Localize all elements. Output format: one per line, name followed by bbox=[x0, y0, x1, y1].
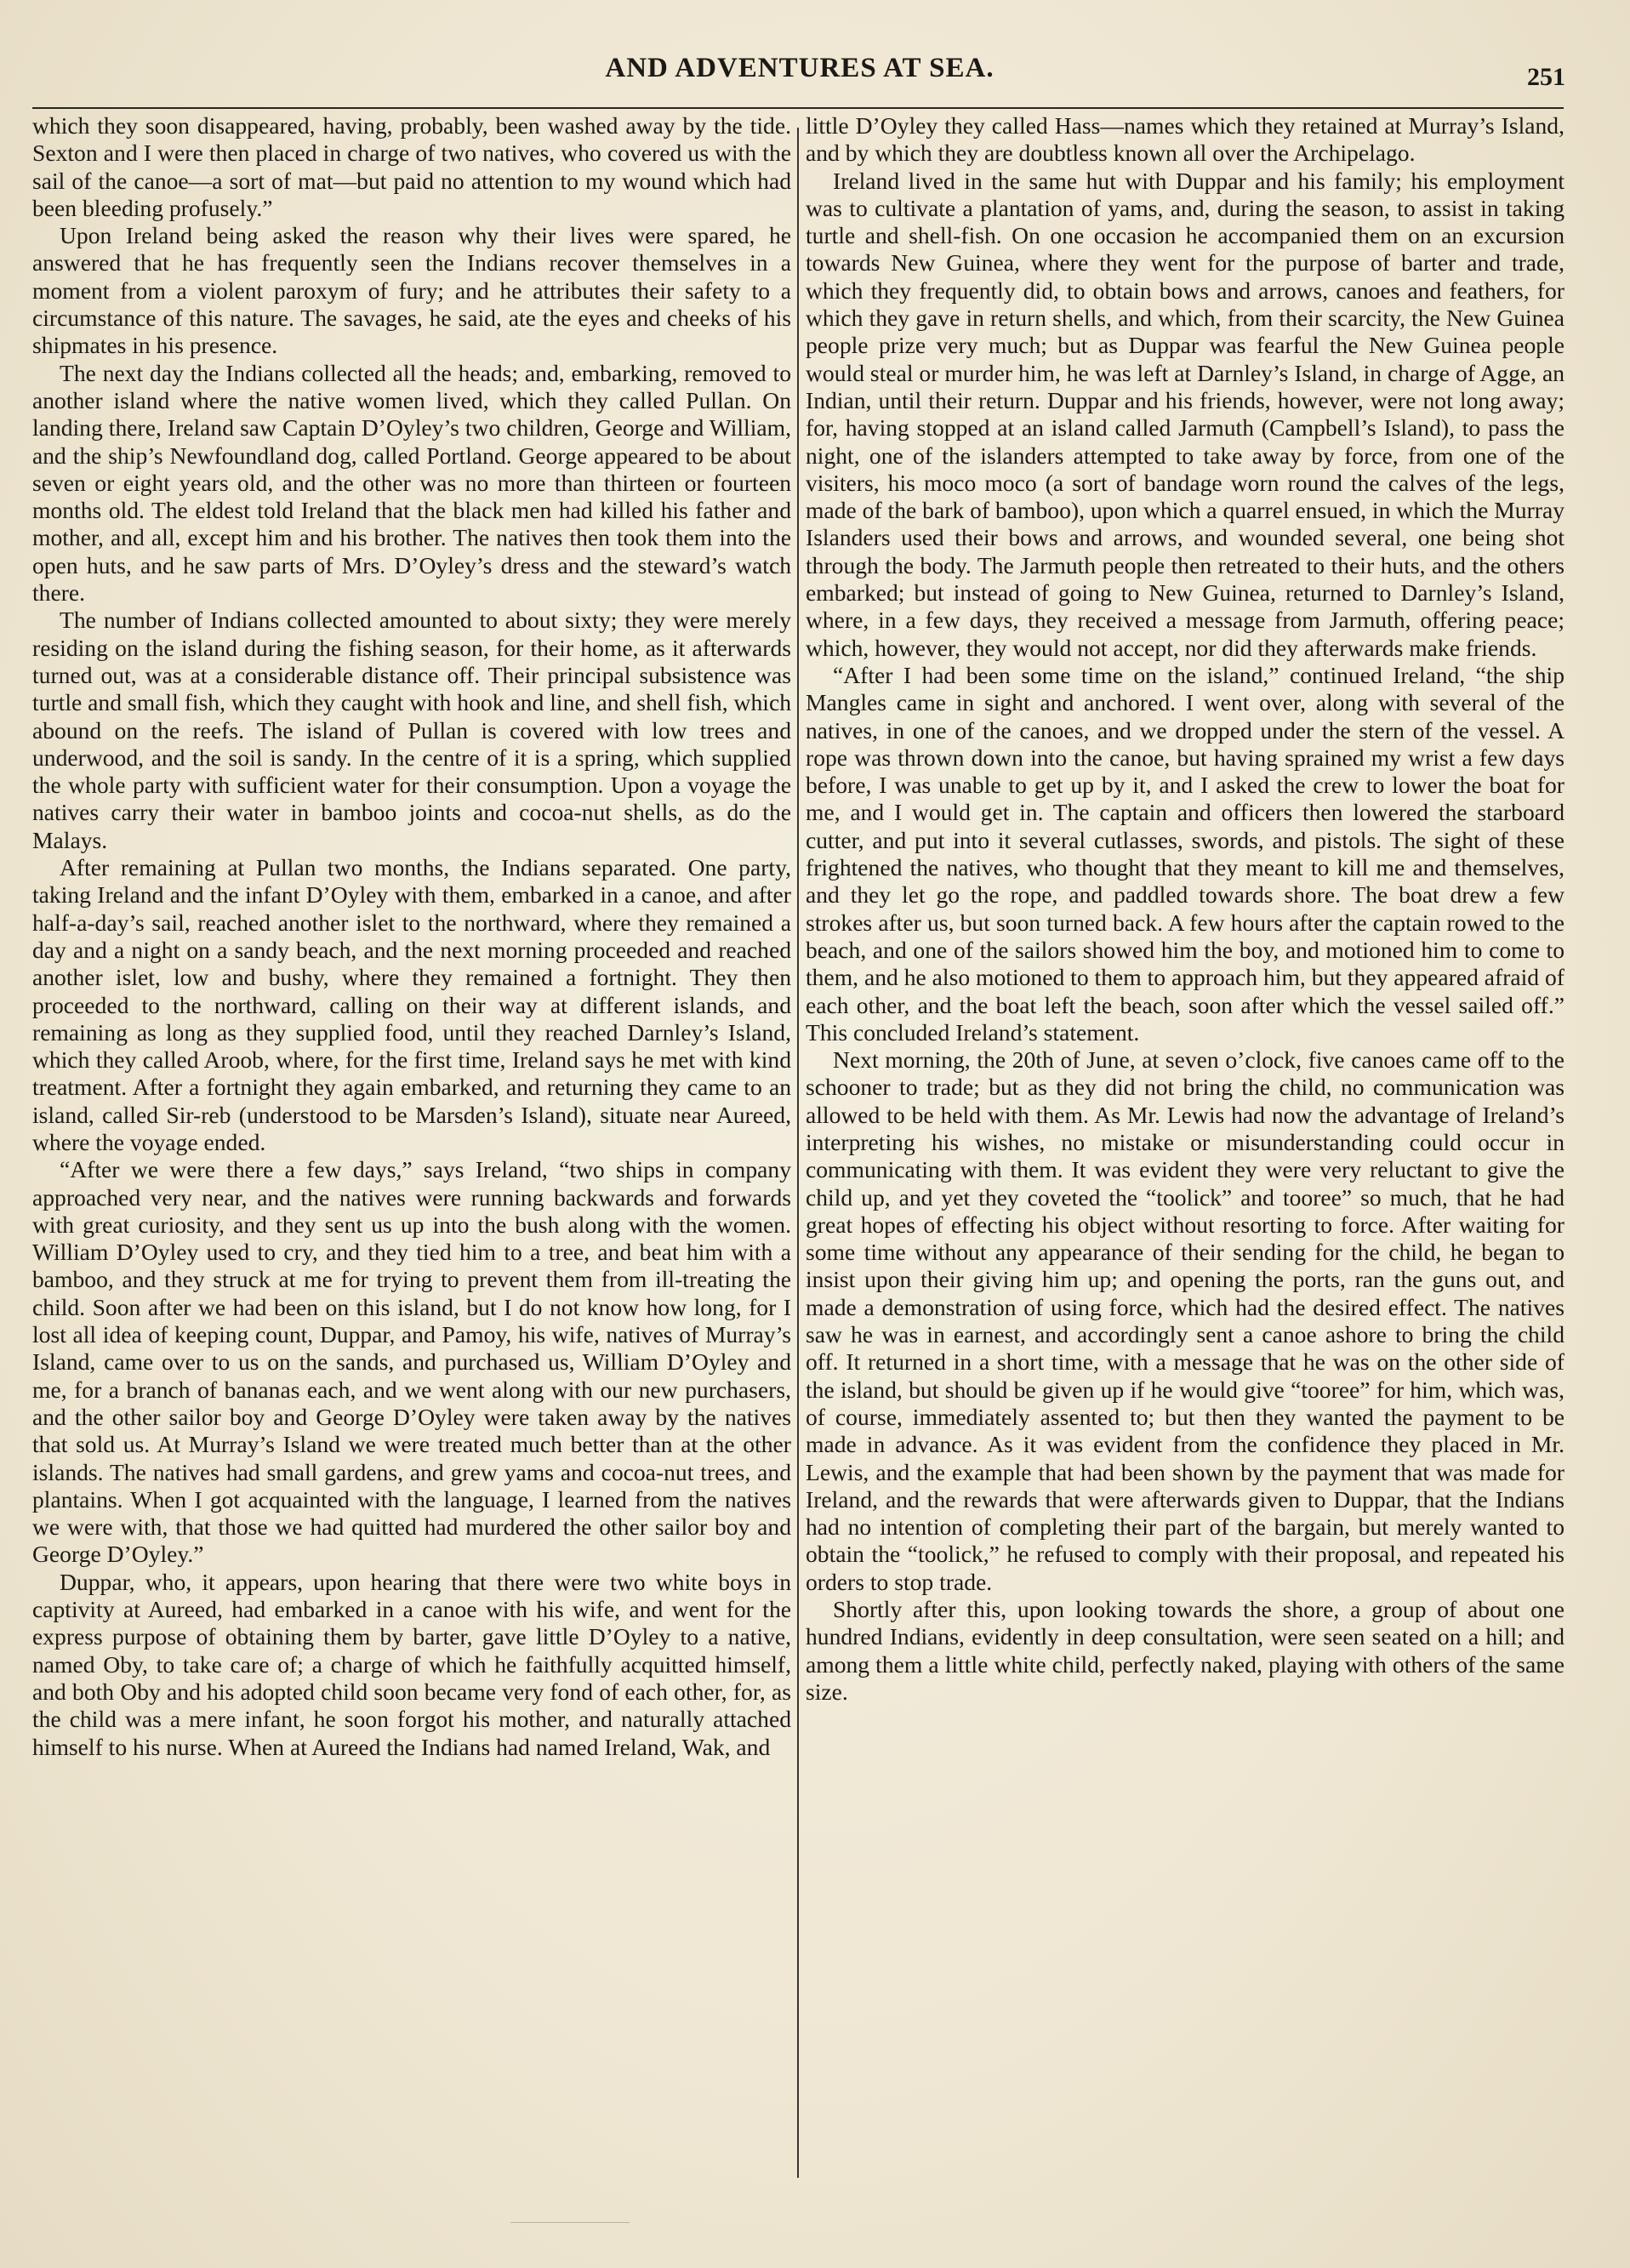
paragraph: The number of Indians collected amounted to about sixty; they were merely residing on the island during the fishing season, for their home, as it afterwards turned out, was at a considerable distance off. Their principal subsistence was turtle and small fish, which they caught with hook and line, and shell fish, which abound on the reefs. The island of Pullan is covered with low trees and underwood, and the soil is sandy. In the centre of it is a spring, which supplied the whole party with sufficient water for their consumption. Upon a voyage the natives carry their water in bamboo joints and cocoa-nut shells, as do the Malays. bbox=[32, 607, 791, 853]
paragraph: Duppar, who, it appears, upon hearing that there were two white boys in captivity at Aureed, had embarked in a canoe with his wife, and went for the express purpose of obtaining them by barter, gave little D’Oyley to a native, named Oby, to take care of; a charge of which he faithfully acquitted himself, and both Oby and his adopted child soon became very fond of each other, for, as the child was a mere infant, he soon forgot his mother, and naturally attached himself to his nurse. When at Aureed the Indians had named Ireland, Wak, and bbox=[32, 1568, 791, 1760]
running-head bbox=[34, 53, 1565, 104]
paragraph: which they soon disappeared, having, probably, been washed away by the tide. Sexton and I were then placed in charge of two natives, who covered us with the sail of the canoe—a sort of mat—but paid no attention to my wound which had been bleeding profusely.” bbox=[32, 112, 791, 221]
paragraph: “After I had been some time on the island,” continued Ireland, “the ship Mangles came in sight and anchored. I went over, along with several of the natives, in one of the canoes, and we dropped under the stern of the vessel. A rope was thrown down into the canoe, but having sprained my wrist a few days before, I was unable to get up by it, and I asked the crew to lower the boat for me, and I would get in. The captain and officers then lowered the starboard cutter, and put into it several cutlasses, swords, and pistols. The sight of these frightened the natives, who thought that they meant to kill me and themselves, and they let go the rope, and paddled towards shore. The boat drew a few strokes after us, but soon turned back. A few hours after the captain rowed to the beach, and one of the sailors showed him the boy, and motioned him to come to them, and he also motioned to them to approach him, but they appeared afraid of each other, and the boat left the beach, soon after which the vessel sailed off.” This concluded Ireland’s statement. bbox=[806, 661, 1564, 1046]
paragraph: The next day the Indians collected all the heads; and, embarking, removed to another island where the native women lived, which they called Pullan. On landing there, Ireland saw Captain D’Oyley’s two children, George and William, and the ship’s Newfoundland dog, called Portland. George appeared to be about seven or eight years old, and the other was no more than thirteen or fourteen months old. The eldest told Ireland that the black men had killed his father and mother, and all, except him and his brother. The natives then took them into the open huts, and he saw parts of Mrs. D’Oyley’s dress and the steward’s watch there. bbox=[32, 359, 791, 607]
paragraph: “After we were there a few days,” says Ireland, “two ships in company approached very near, and the natives were running backwards and forwards with great curiosity, and they sent us up into the bush along with the women. William D’Oyley used to cry, and they tied him to a tree, and beat him with a bamboo, and they struck at me for trying to prevent them from ill-treating the child. Soon after we had been on this island, but I do not know how long, for I lost all idea of keeping count, Duppar, and Pamoy, his wife, natives of Murray’s Island, came over to us on the sands, and purchased us, William D’Oyley and me, for a branch of bananas each, and we went along with our new purchasers, and the other sailor boy and George D’Oyley were taken away by the natives that sold us. At Murray’s Island we were treated much better than at the other islands. The natives had small gardens, and grew yams and cocoa-nut trees, and plantains. When I got acquainted with the language, I learned from the natives we were with, that those we had quitted had murdered the other sailor boy and George D’Oyley.” bbox=[32, 1156, 791, 1568]
paragraph: Ireland lived in the same hut with Duppar and his family; his employment was to cultivate a plantation of yams, and, during the season, to assist in taking turtle and shell-fish. On one occasion he accompanied them on an excursion towards New Guinea, where they went for the purpose of barter and trade, which they frequently did, to obtain bows and arrows, canoes and feathers, for which they gave in return shells, and which, from their scarcity, the New Guinea people prize very much; but as Duppar was fearful the New Guinea people would steal or murder him, he was left at Darnley’s Island, in charge of Agge, an Indian, until their return. Duppar and his friends, however, were not long away; for, having stopped at an island called Jarmuth (Campbell’s Island), to pass the night, one of the islanders attempted to take away by force, from one of the visiters, his moco moco (a sort of bandage worn round the calves of the legs, made of the bark of bamboo), upon which a quarrel ensued, in which the Murray Islanders used their bows and arrows, and wounded several, one being shot through the body. The Jarmuth people then retreated to their huts, and the others embarked; but instead of going to New Guinea, returned to Darnley’s Island, where, in a few days, they received a message from Jarmuth, offering peace; which, however, they would not accept, nor did they afterwards make friends. bbox=[806, 167, 1564, 661]
running-title: AND ADVENTURES AT SEA. bbox=[605, 53, 995, 83]
paragraph: After remaining at Pullan two months, the Indians separated. One party, taking Ireland and the infant D’Oyley with them, embarked in a canoe, and after half-a-day’s sail, reached another islet to the northward, where they remained a day and a night on a sandy beach, and the next morning proceeded and reached another islet, low and bushy, where they remained a fortnight. They then proceeded to the northward, calling on their way at different islands, and remaining as long as they supplied food, until they reached Darnley’s Island, which they called Aroob, where, for the first time, Ireland says he met with kind treatment. After a fortnight they again embarked, and returning they came to an island, called Sir-reb (understood to be Marsden’s Island), situate near Aureed, where the voyage ended. bbox=[32, 854, 791, 1155]
paragraph: Upon Ireland being asked the reason why their lives were spared, he answered that he has frequently seen the Indians recover themselves in a moment from a violent paroxym of fury; and he attributes their safety to a circumstance of this nature. The savages, he said, ate the eyes and cheeks of his shipmates in his presence. bbox=[32, 222, 791, 359]
paragraph: Shortly after this, upon looking towards the shore, a group of about one hundred Indians, evidently in deep consultation, were seen seated on a hill; and among them a little white child, perfectly naked, playing with others of the same size. bbox=[806, 1596, 1564, 1705]
page-number: 251 bbox=[1527, 63, 1565, 91]
right-column bbox=[806, 112, 1564, 2192]
footer-smudge bbox=[510, 2222, 630, 2223]
paragraph: little D’Oyley they called Hass—names which they retained at Murray’s Island, and by which they are doubtless known all over the Archipelago. bbox=[806, 112, 1564, 167]
paragraph: Next morning, the 20th of June, at seven o’clock, five canoes came off to the schooner to trade; but as they did not bring the child, no communication was allowed to be held with them. As Mr. Lewis had now the advantage of Ireland’s interpreting his wishes, no mistake or misunderstanding could occur in communicating with them. It was evident they were very reluctant to give the child up, and yet they coveted the “toolick” and tooree” so much, that he had great hopes of effecting his object without resorting to force. After waiting for some time without any appearance of their sending for the child, he began to insist upon their giving him up; and opening the ports, ran the guns out, and made a demonstration of using force, which had the desired effect. The natives saw he was in earnest, and accordingly sent a canoe ashore to bring the child off. It returned in a short time, with a message that he was on the other side of the island, but should be given up if he would give “tooree” for him, which was, of course, immediately assented to; but then they wanted the payment to be made in advance. As it was evident from the confidence they placed in Mr. Lewis, and the example that had been shown by the payment that was made for Ireland, and the rewards that were afterwards given to Duppar, that the Indians had no intention of completing their part of the bargain, but merely wanted to obtain the “toolick,” he refused to comply with their proposal, and repeated his orders to stop trade. bbox=[806, 1046, 1564, 1595]
left-column bbox=[32, 112, 791, 2192]
header-rule bbox=[32, 107, 1564, 109]
column-divider bbox=[797, 128, 799, 2178]
